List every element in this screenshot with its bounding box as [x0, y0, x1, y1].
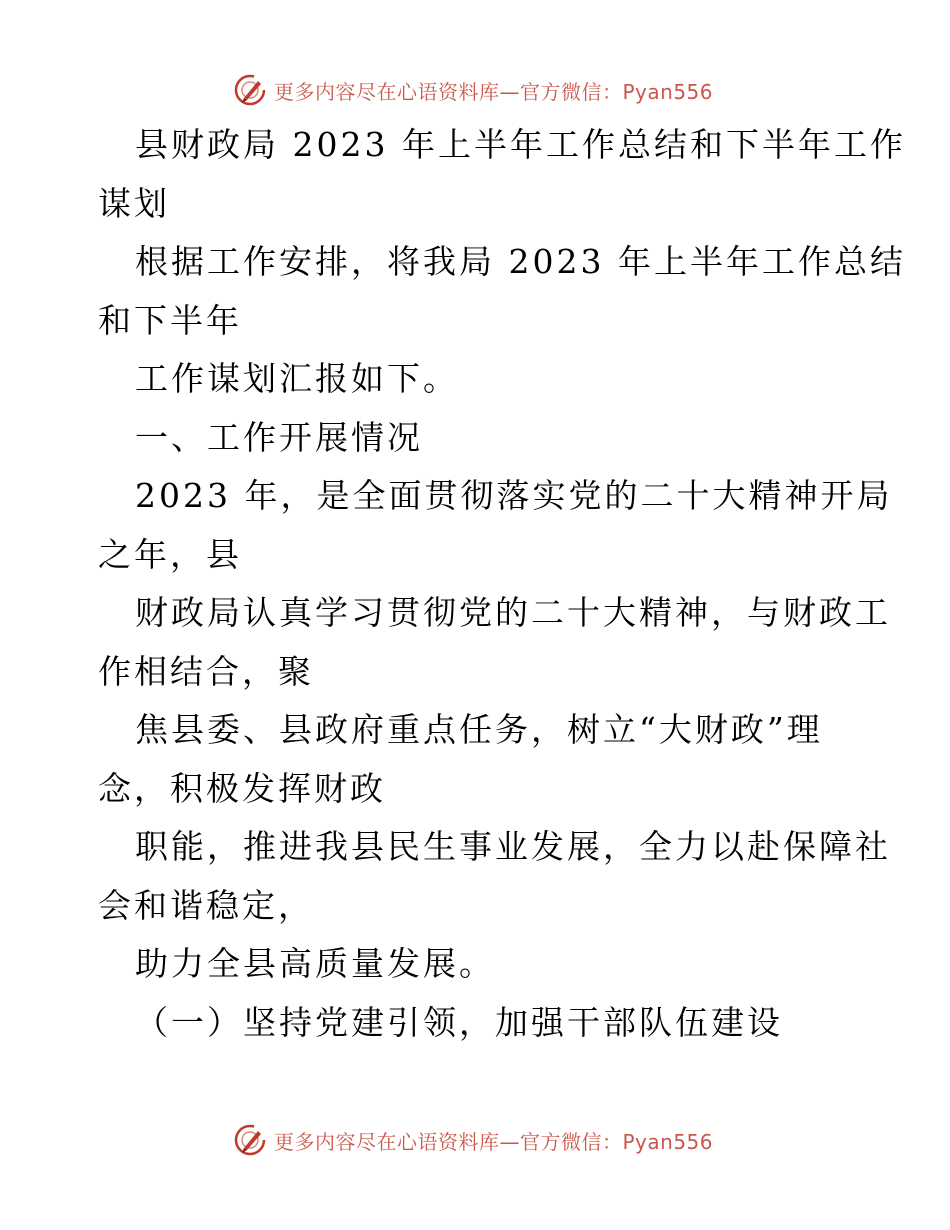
- pen-logo-icon: [232, 72, 268, 108]
- document-line: 职能，推进我县民生事业发展，全力以赴保障社: [135, 827, 891, 866]
- document-line: 和下半年: [98, 300, 242, 340]
- document-line: 一、工作开展情况: [135, 417, 423, 457]
- document-line: 之年，县: [98, 534, 242, 574]
- document-line: 根据工作安排，将我局 2023 年上半年工作总结: [135, 242, 906, 281]
- document-line: 焦县委、县政府重点任务，树立“大财政”理: [135, 710, 823, 749]
- document-line: 财政局认真学习贯彻党的二十大精神，与财政工: [135, 593, 891, 632]
- document-body: [98, 116, 906, 1052]
- document-line: 2023 年，是全面贯彻落实党的二十大精神开局: [135, 476, 893, 515]
- watermark-header: [232, 70, 713, 110]
- document-line: （一）坚持党建引领，加强干部队伍建设: [135, 1002, 783, 1042]
- document-line: 作相结合，聚: [98, 651, 314, 691]
- document-line: 工作谋划汇报如下。: [135, 359, 459, 398]
- watermark-text: 更多内容尽在心语资料库—官方微信：Pyan556: [274, 1129, 714, 1154]
- watermark-footer: [232, 1120, 713, 1160]
- document-line: 县财政局 2023 年上半年工作总结和下半年工作: [135, 125, 906, 164]
- document-line: 念，积极发挥财政: [98, 768, 386, 808]
- document-line: 会和谐稳定，: [98, 885, 314, 925]
- watermark-text: 更多内容尽在心语资料库—官方微信：Pyan556: [274, 79, 714, 104]
- document-line: 助力全县高质量发展。: [135, 944, 495, 983]
- document-line: 谋划: [98, 183, 170, 223]
- pen-logo-icon: [232, 1122, 268, 1158]
